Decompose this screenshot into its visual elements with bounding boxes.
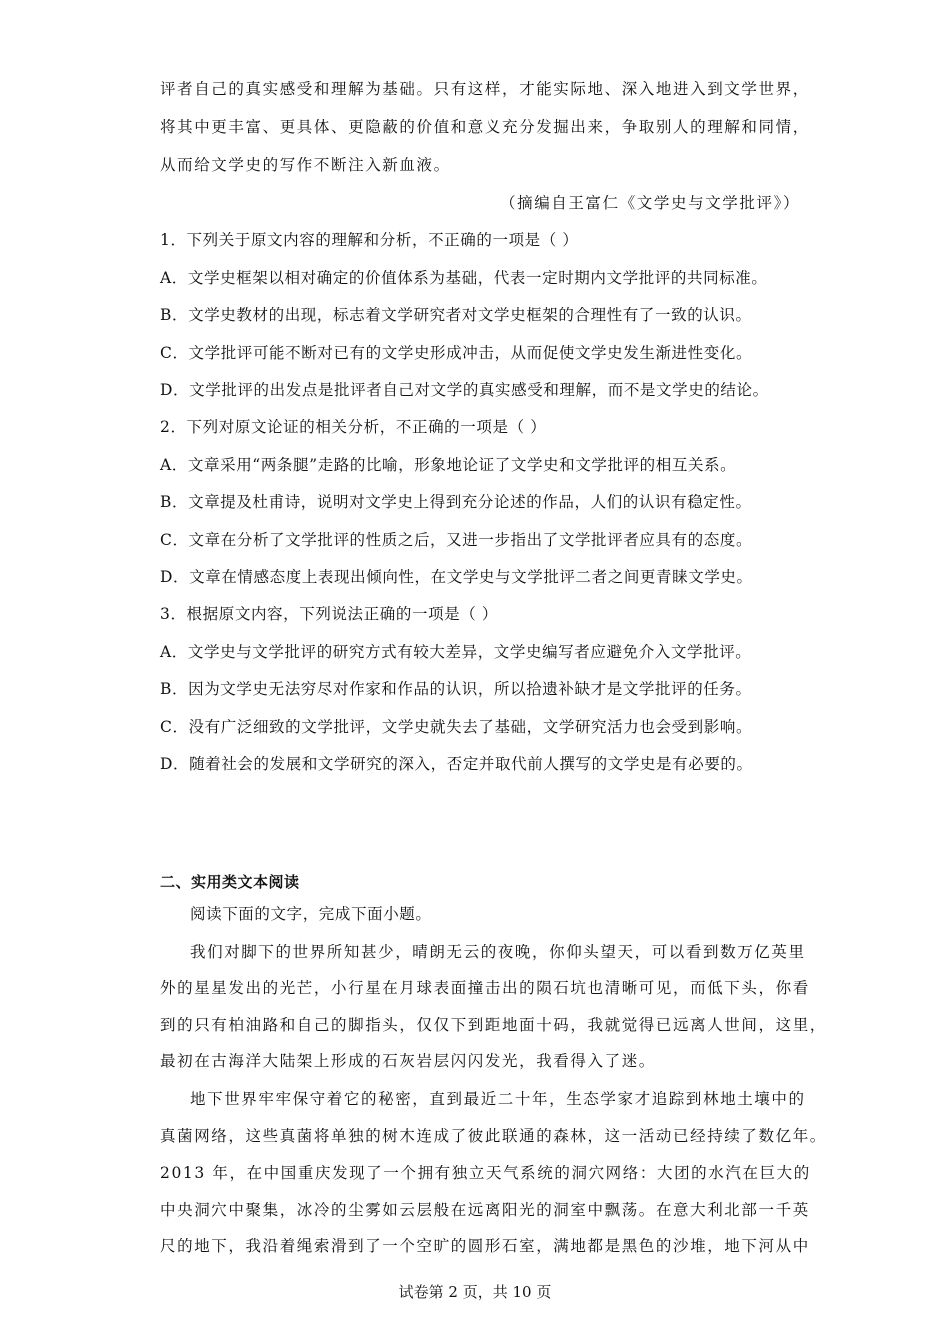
- section-2-paragraph-2-line: 地下世界牢牢保守着它的秘密，直到最近二十年，生态学家才追踪到林地土壤中的: [190, 1090, 806, 1108]
- question-2-option-d: D．文章在情感态度上表现出倾向性，在文学史与文学批评二者之间更青睐文学史。: [160, 568, 753, 586]
- question-2-stem: 2．下列对原文论证的相关分析，不正确的一项是（ ）: [160, 418, 547, 436]
- section-2-instruction: 阅读下面的文字，完成下面小题。: [190, 905, 432, 923]
- section-2-paragraph-1-line: 我们对脚下的世界所知甚少，晴朗无云的夜晚，你仰头望天，可以看到数万亿英里: [190, 943, 806, 961]
- section-2-paragraph-1-line: 最初在古海洋大陆架上形成的石灰岩层闪闪发光，我看得入了迷。: [160, 1052, 656, 1070]
- section-2-paragraph-2-line: 中央洞穴中聚集，冰冷的尘雾如云层般在远离阳光的洞室中飘荡。在意大利北部一千英: [160, 1201, 810, 1219]
- section-2-paragraph-2-line: 2013 年，在中国重庆发现了一个拥有独立天气系统的洞穴网络：大团的水汽在巨大的: [160, 1164, 811, 1182]
- question-1-option-b: B．文学史教材的出现，标志着文学研究者对文学史框架的合理性有了一致的认识。: [160, 306, 752, 324]
- question-1-stem: 1．下列关于原文内容的理解和分析，不正确的一项是（ ）: [160, 231, 579, 249]
- question-3-option-d: D．随着社会的发展和文学研究的深入，否定并取代前人撰写的文学史是有必要的。: [160, 755, 753, 773]
- question-2-option-a: A．文章采用“两条腿”走路的比喻，形象地论证了文学史和文学批评的相互关系。: [160, 456, 737, 474]
- passage1-line: 从而给文学史的写作不断注入新血液。: [160, 156, 451, 174]
- section-2-heading: 二、实用类文本阅读: [160, 873, 300, 891]
- page-footer: 试卷第 2 页，共 10 页: [398, 1283, 552, 1301]
- section-2-paragraph-1-line: 到的只有柏油路和自己的脚指头，仅仅下到距地面十码，我就觉得已远离人世间，这里，: [160, 1016, 827, 1034]
- question-3-option-b: B．因为文学史无法穷尽对作家和作品的认识，所以拾遗补缺才是文学批评的任务。: [160, 680, 752, 698]
- passage1-source: （摘编自王富仁《文学史与文学批评》）: [500, 194, 801, 212]
- passage1-line: 评者自己的真实感受和理解为基础。只有这样，才能实际地、深入地进入到文学世界，: [160, 80, 810, 98]
- section-2-paragraph-2-line: 真菌网络，这些真菌将单独的树木连成了彼此联通的森林，这一活动已经持续了数亿年。: [160, 1127, 827, 1145]
- question-2-option-b: B．文章提及杜甫诗，说明对文学史上得到充分论述的作品，人们的认识有稳定性。: [160, 493, 752, 511]
- question-3-option-c: C．没有广泛细致的文学批评，文学史就失去了基础，文学研究活力也会受到影响。: [160, 718, 753, 736]
- question-1-option-d: D．文学批评的出发点是批评者自己对文学的真实感受和理解，而不是文学史的结论。: [160, 381, 769, 399]
- question-3-option-a: A．文学史与文学批评的研究方式有较大差异，文学史编写者应避免介入文学批评。: [160, 643, 752, 661]
- question-3-stem: 3．根据原文内容，下列说法正确的一项是（ ）: [160, 605, 498, 623]
- question-2-option-c: C．文章在分析了文学批评的性质之后，又进一步指出了文学批评者应具有的态度。: [160, 531, 753, 549]
- section-2-paragraph-2-line: 尺的地下，我沿着绳索滑到了一个空旷的圆形石室，满地都是黑色的沙堆，地下河从中: [160, 1237, 810, 1255]
- passage1-line: 将其中更丰富、更具体、更隐蔽的价值和意义充分发掘出来，争取别人的理解和同情，: [160, 118, 810, 136]
- question-1-option-c: C．文学批评可能不断对已有的文学史形成冲击，从而促使文学史发生渐进性变化。: [160, 344, 753, 362]
- question-1-option-a: A．文学史框架以相对确定的价值体系为基础，代表一定时期内文学批评的共同标准。: [160, 269, 768, 287]
- section-2-paragraph-1-line: 外的星星发出的光芒，小行星在月球表面撞击出的陨石坑也清晰可见，而低下头，你看: [160, 979, 810, 997]
